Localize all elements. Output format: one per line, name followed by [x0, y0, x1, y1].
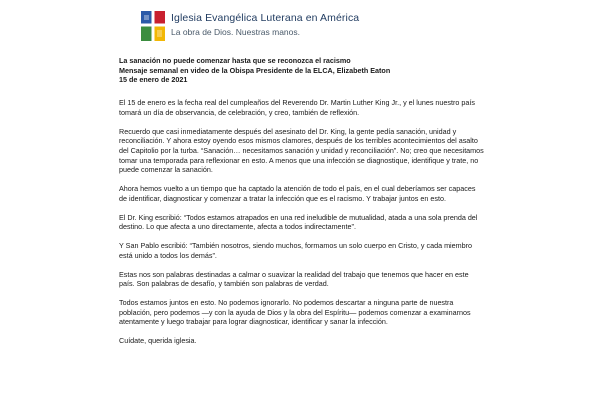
paragraph: Estas nos son palabras destinadas a calmar o suavizar la realidad del trabajo que tenemos que hacer en este país. Son palabras de desafío, y también son palabras de verdad.: [119, 269, 469, 289]
paragraph: Ahora hemos vuelto a un tiempo que ha captado la atención de todo el país, en el cual deberíamos ser capaces de identificar, diagnosticar y comenzar a tratar la infección que es el racismo. Y trabajar juntos en esto.: [119, 184, 476, 203]
organization-name: Iglesia Evangélica Luterana en América: [171, 12, 360, 24]
paragraph: El 15 de enero es la fecha real del cumpleaños del Reverendo Dr. Martin Luther King Jr., y el lunes nuestro país tomará un día de observancia, de celebración, y creo, también de reflexión.: [119, 98, 475, 117]
paragraph: El Dr. King escribió: “Todos estamos atrapados en una red ineludible de mutualidad, atada a una sola prenda del destino. Lo que afecta a uno directamente, afecta a todos indirectamente”.: [119, 212, 478, 232]
paragraph: Y San Pablo escribió: “También nosotros, siendo muchos, formamos un solo cuerpo en Cristo, y cada miembro está unido a todos los demás”.: [119, 241, 473, 260]
organization-tagline: La obra de Dios. Nuestras manos.: [171, 27, 300, 37]
document-body: [119, 56, 484, 346]
elca-cross-logo-icon: [141, 11, 165, 41]
document-date: 15 de enero de 2021: [119, 75, 188, 85]
title-block: [119, 56, 484, 85]
paragraph: Recuerdo que casi inmediatamente después del asesinato del Dr. King, la gente pedía sanación, unidad y reconciliación. Y ahora estoy oyendo esos mismos clamores, después de los terribles acontecimientos del asalto del Capitolio por la turba. “Sanación… necesitamos sanación y unidad y reconciliación”. No; creo que necesitamos tomar una temporada para reflexionar en esto. A menos que una infección se diagnostique, identifique y trate, no puede comenzar la sanación.: [119, 126, 484, 175]
document-title: La sanación no puede comenzar hasta que se reconozca el racismo: [119, 56, 351, 65]
closing-line: Cuídate, querida iglesia.: [119, 336, 197, 346]
paragraph: Todos estamos juntos en esto. No podemos ignorarlo. No podemos descartar a ninguna parte de nuestra población, pero podemos —y con la ayuda de Dios y la obra del Espíritu— podemos comenzar a examinarnos atentamente y luego trabajar para lograr diagnosticar, identificar y sanar la infección.: [119, 297, 471, 327]
document-subtitle: Mensaje semanal en video de la Obispa Presidente de la ELCA, Elizabeth Eaton: [119, 65, 391, 75]
